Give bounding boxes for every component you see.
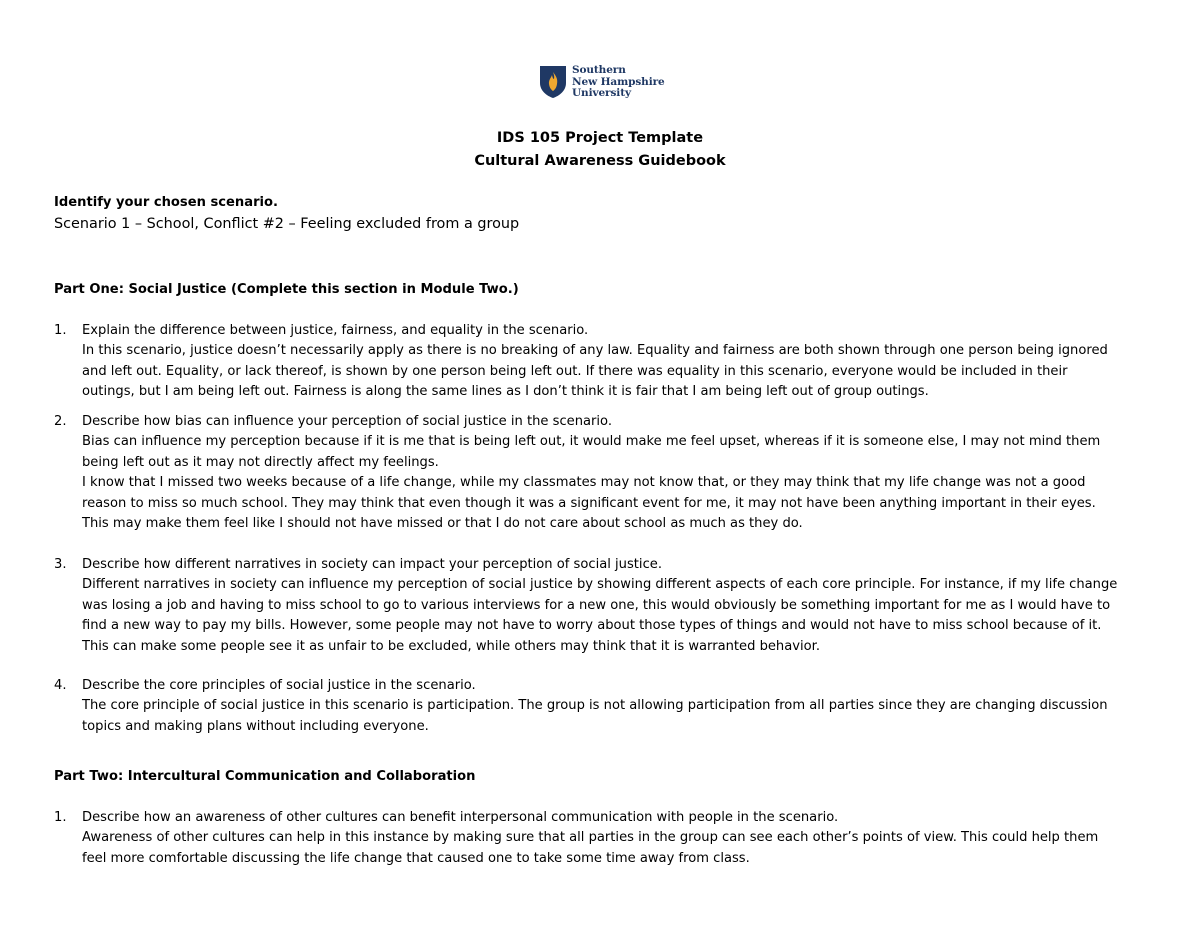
answer-line: being left out as it may not directly affect my feelings. (82, 454, 439, 470)
scenario-section (54, 193, 1154, 235)
snhu-logo (539, 65, 665, 100)
item-number: 1. (54, 323, 67, 338)
answer-line: topics and making plans without including everyone. (82, 718, 429, 734)
answer-line: Different narratives in society can influence my perception of social justice by showing different aspects of each core principle. For instance, if my life change (82, 577, 1118, 593)
scenario-answer: Scenario 1 – School, Conflict #2 – Feeling excluded from a group (54, 216, 520, 233)
document-subtitle: Cultural Awareness Guidebook (474, 153, 726, 169)
item-question: Describe how different narratives in society can impact your perception of social justice. (82, 557, 662, 572)
answer-line: This can make some people see it as unfair to be excluded, while others may think that it is warranted behavior. (82, 638, 820, 654)
shield-flame-icon (539, 65, 567, 99)
answer-line: outings, but I am being left out. Fairness is along the same lines as I don’t think it is fair that I am being left out of group outings. (82, 384, 929, 400)
item-number: 4. (54, 678, 67, 693)
part-one-heading: Part One: Social Justice (Complete this section in Module Two.) (54, 282, 519, 297)
item-question: Describe how bias can influence your perception of social justice in the scenario. (82, 414, 612, 429)
part-two-heading: Part Two: Intercultural Communication and Collaboration (54, 769, 476, 784)
scenario-prompt: Identify your chosen scenario. (54, 195, 278, 210)
item-question: Describe the core principles of social justice in the scenario. (82, 678, 476, 693)
answer-line: and left out. Equality, or lack thereof, is shown by one person being left out. If there was equality in this scenario, everyone would be included in their (82, 363, 1068, 379)
item-question: Describe how an awareness of other cultures can benefit interpersonal communication with people in the scenario. (82, 810, 839, 825)
answer-line: I know that I missed two weeks because of a life change, while my classmates may not know that, or they may think that my life change was not a good (82, 475, 1086, 491)
item-number: 1. (54, 810, 67, 825)
answer-line: reason to miss so much school. They may think that even though it was a significant event for me, it may not have been anything important in their eyes. (82, 495, 1096, 511)
answer-line: Awareness of other cultures can help in this instance by making sure that all parties in the group can see each other’s points of view. This could help them (82, 830, 1099, 846)
item-number: 2. (54, 414, 67, 429)
answer-line: This may make them feel like I should not have missed or that I do not care about school as much as they do. (82, 516, 803, 532)
answer-line: The core principle of social justice in this scenario is participation. The group is not allowing participation from all parties since they are changing discussion (82, 698, 1108, 714)
answer-line: feel more comfortable discussing the life change that caused one to take some time away from class. (82, 850, 750, 866)
logo-line-3: University (572, 87, 631, 99)
logo-line-1: Southern (572, 64, 626, 76)
logo-line-2: New Hampshire (572, 75, 665, 88)
answer-line: Bias can influence my perception because if it is me that is being left out, it would make me feel upset, whereas if it is someone else, I may not mind them (82, 434, 1101, 450)
item-question: Explain the difference between justice, fairness, and equality in the scenario. (82, 323, 589, 338)
item-number: 3. (54, 557, 67, 572)
answer-line: find a new way to pay my bills. However, some people may not have to worry about those types of things and would not have to miss school because of it. (82, 618, 1102, 634)
answer-line: In this scenario, justice doesn’t necessarily apply as there is no breaking of any law. Equality and fairness are both shown through one person being ignored (82, 343, 1108, 359)
answer-line: was losing a job and having to miss school to go to various interviews for a new one, this would obviously be something important for me as I would have to (82, 597, 1111, 613)
document-title: IDS 105 Project Template (496, 130, 704, 146)
document-title-block (0, 127, 1200, 173)
